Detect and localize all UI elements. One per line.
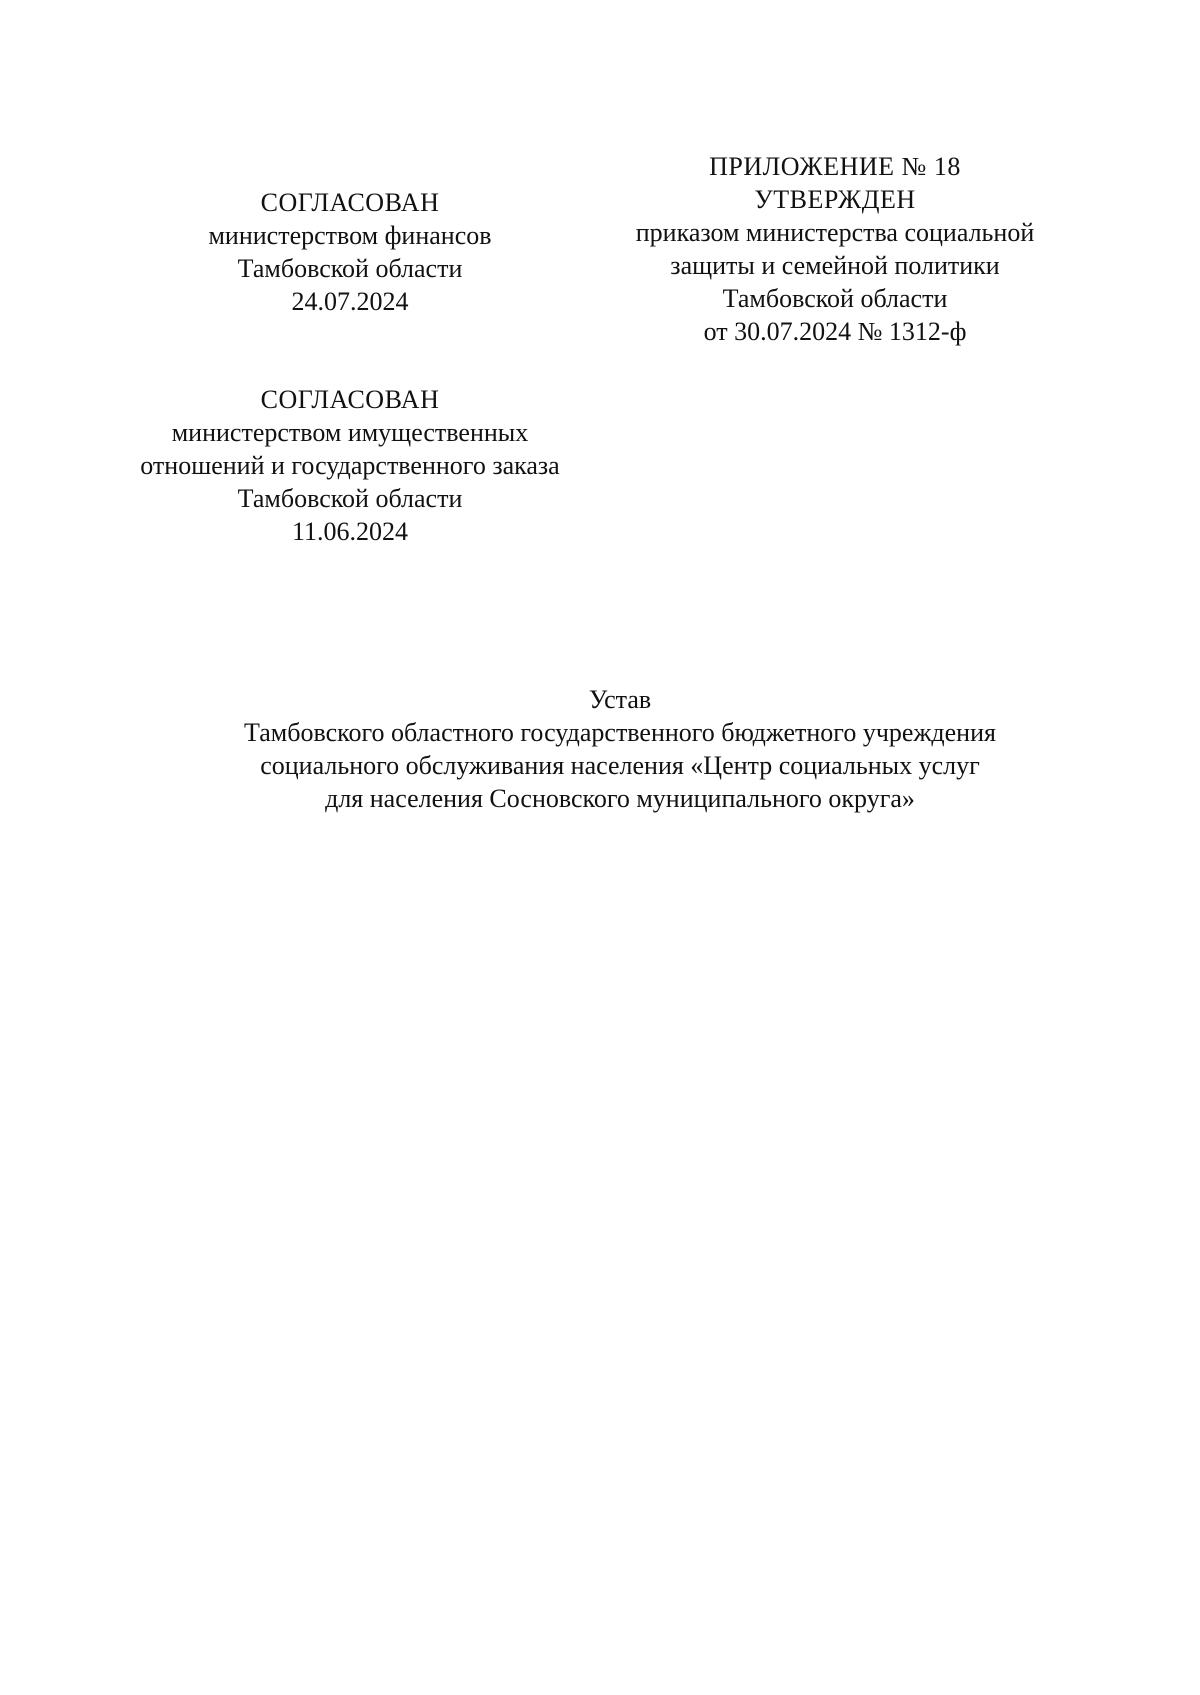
approval-finance-ministry bbox=[110, 186, 590, 318]
approval-heading: СОГЛАСОВАН bbox=[260, 188, 440, 217]
appendix-line: приказом министерства социальной bbox=[635, 218, 1035, 247]
appendix-status: УТВЕРЖДЕН bbox=[754, 185, 916, 214]
approval-property-ministry bbox=[110, 383, 590, 548]
charter-line: для населения Сосновского муниципального округа» bbox=[325, 784, 915, 813]
approval-line: министерством финансов bbox=[208, 221, 492, 250]
approval-heading: СОГЛАСОВАН bbox=[260, 385, 440, 414]
appendix-line: защиты и семейной политики bbox=[670, 251, 1000, 280]
charter-line: Тамбовского областного государственного бюджетного учреждения bbox=[244, 718, 996, 747]
appendix-number: ПРИЛОЖЕНИЕ № 18 bbox=[709, 152, 961, 181]
approval-line: Тамбовской области bbox=[237, 484, 463, 513]
charter-line: социального обслуживания населения «Центр социальных услуг bbox=[260, 751, 980, 780]
approval-line: Тамбовской области bbox=[237, 254, 463, 283]
approval-date: 24.07.2024 bbox=[291, 287, 409, 316]
approval-line: министерством имущественных bbox=[171, 418, 529, 447]
approval-line: отношений и государственного заказа bbox=[140, 451, 560, 480]
approval-stamp-appendix bbox=[590, 150, 1080, 348]
charter-title bbox=[150, 683, 1090, 815]
charter-heading: Устав bbox=[588, 685, 652, 714]
approval-date: 11.06.2024 bbox=[291, 517, 409, 546]
appendix-line: Тамбовской области bbox=[722, 284, 948, 313]
appendix-order-date: от 30.07.2024 № 1312-ф bbox=[703, 317, 967, 346]
